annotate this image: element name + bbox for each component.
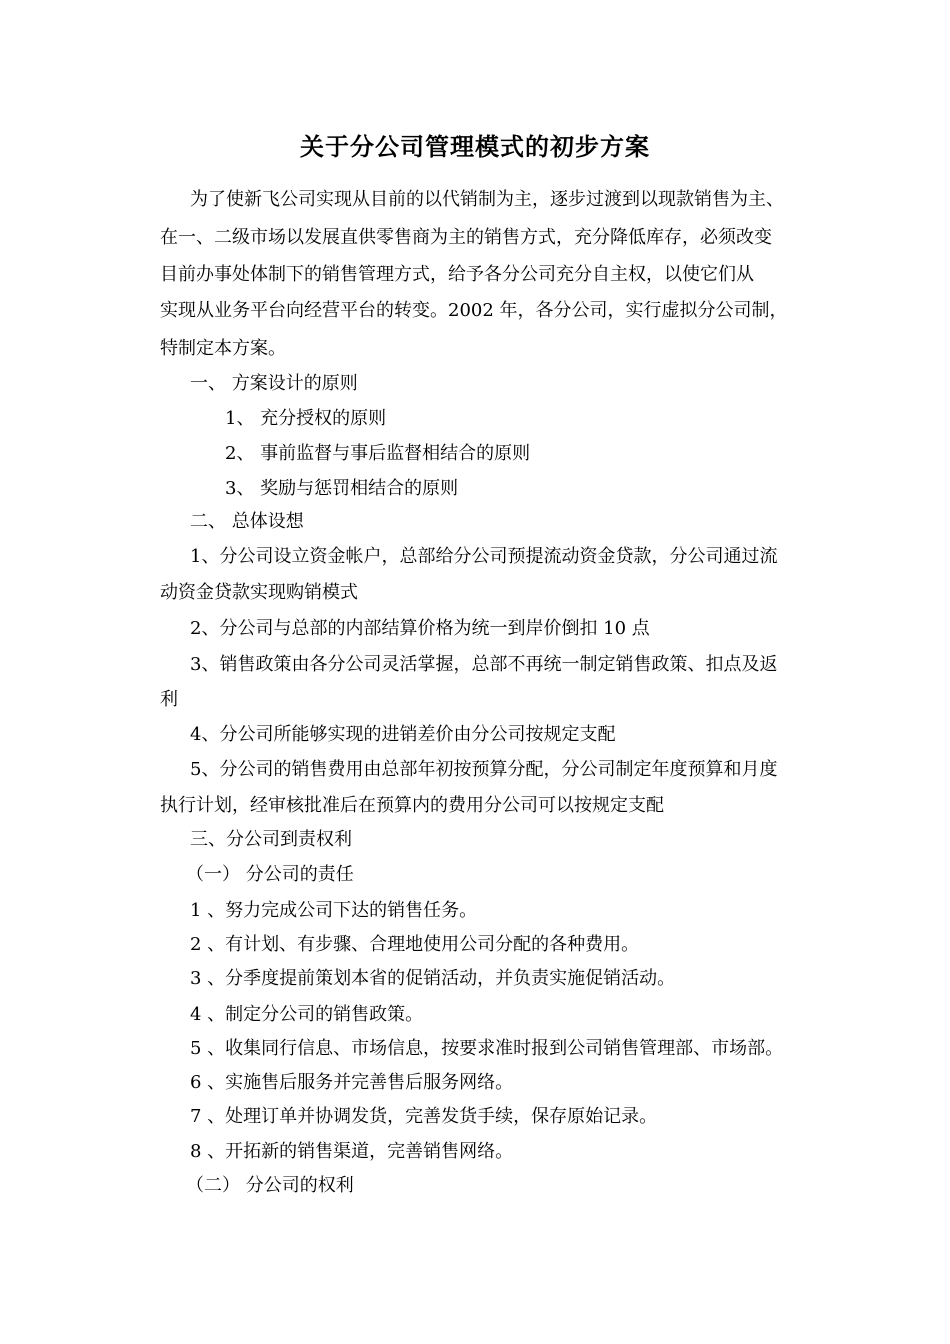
plan-item-5-line-1: 5、分公司的销售费用由总部年初按预算分配，分公司制定年度预算和月度: [190, 759, 778, 780]
plan-item-4: 4、分公司所能够实现的进销差价由分公司按规定支配: [190, 724, 616, 745]
principle-item-2: 2、 事前监督与事后监督相结合的原则: [225, 443, 531, 464]
plan-item-1-line-2: 动资金贷款实现购销模式: [160, 582, 358, 603]
plan-item-3-line-1: 3、销售政策由各分公司灵活掌握，总部不再统一制定销售政策、扣点及返: [190, 654, 778, 675]
responsibility-item-4: 4 、制定分公司的销售政策。: [190, 1004, 424, 1025]
section-heading-3: 三、分公司到责权利: [190, 829, 352, 850]
paragraph-line-2: 在一、二级市场以发展直供零售商为主的销售方式，充分降低库存，必须改变: [160, 227, 772, 248]
plan-item-5-line-2: 执行计划，经审核批准后在预算内的费用分公司可以按规定支配: [160, 795, 664, 816]
paragraph-line-4: 实现从业务平台向经营平台的转变。2002 年，各分公司，实行虚拟分公司制，: [160, 300, 788, 321]
document-title: 关于分公司管理模式的初步方案: [300, 132, 650, 161]
responsibility-item-5: 5 、收集同行信息、市场信息，按要求准时报到公司销售管理部、市场部。: [190, 1038, 784, 1059]
principle-item-1: 1、 充分授权的原则: [225, 408, 387, 429]
subsection-heading-responsibilities: （一） 分公司的责任: [186, 864, 354, 885]
section-heading-1: 一、 方案设计的原则: [190, 373, 358, 394]
paragraph-line-3: 目前办事处体制下的销售管理方式，给予各分公司充分自主权，以使它们从: [160, 264, 754, 285]
plan-item-3-line-2: 利: [160, 689, 178, 710]
responsibility-item-2: 2 、有计划、有步骤、合理地使用公司分配的各种费用。: [190, 934, 640, 955]
section-heading-2: 二、 总体设想: [190, 511, 304, 532]
responsibility-item-1: 1 、努力完成公司下达的销售任务。: [190, 900, 478, 921]
responsibility-item-8: 8 、开拓新的销售渠道，完善销售网络。: [190, 1141, 514, 1162]
responsibility-item-7: 7 、处理订单并协调发货，完善发货手续，保存原始记录。: [190, 1106, 658, 1127]
paragraph-line-5: 特制定本方案。: [160, 338, 286, 359]
principle-item-3: 3、 奖励与惩罚相结合的原则: [225, 478, 459, 499]
plan-item-1-line-1: 1、分公司设立资金帐户，总部给分公司预提流动资金贷款，分公司通过流: [190, 546, 778, 567]
paragraph-line-1: 为了使新飞公司实现从目前的以代销制为主，逐步过渡到以现款销售为主、: [190, 189, 784, 210]
subsection-heading-rights: （二） 分公司的权利: [186, 1175, 354, 1196]
plan-item-2: 2、分公司与总部的内部结算价格为统一到岸价倒扣 10 点: [190, 618, 650, 639]
responsibility-item-6: 6 、实施售后服务并完善售后服务网络。: [190, 1072, 514, 1093]
responsibility-item-3: 3 、分季度提前策划本省的促销活动，并负责实施促销活动。: [190, 968, 676, 989]
